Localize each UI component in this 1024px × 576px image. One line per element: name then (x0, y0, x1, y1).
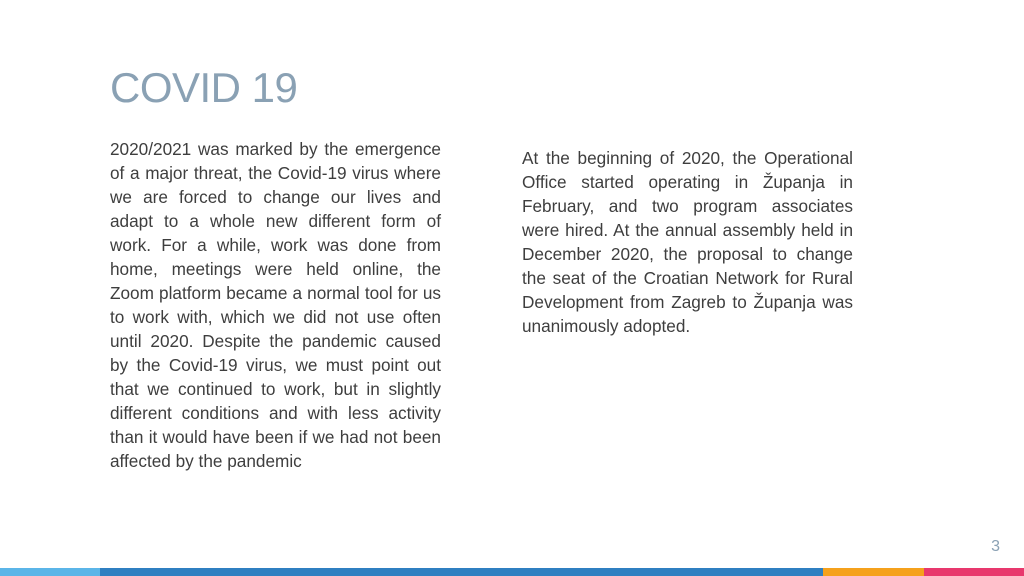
footer-segment-light-blue (0, 568, 100, 576)
footer-segment-pink (924, 568, 1024, 576)
right-column-text: At the beginning of 2020, the Operational Office started operating in Županja in February, and two program associates were hired. At the annual assembly held in December 2020, the proposal to change the seat of the Croatian Network for Rural Development from Zagreb to Županja was unanimously adopted. (522, 148, 853, 336)
page-number: 3 (991, 538, 1000, 555)
footer-segment-orange (823, 568, 924, 576)
footer-segment-blue (100, 568, 823, 576)
slide-title: COVID 19 (110, 64, 298, 111)
left-column-text: 2020/2021 was marked by the emergence of a major threat, the Covid-19 virus where we are forced to change our lives and adapt to a whole new different form of work. For a while, work was done from home, meetings were held online, the Zoom platform became a normal tool for us to work with, which we did not use often until 2020. Despite the pandemic caused by the Covid-19 virus, we must point out that we continued to work, but in slightly different conditions and with less activity than it would have been if we had not been affected by the pandemic (110, 139, 441, 471)
footer-color-bar (0, 568, 1024, 576)
